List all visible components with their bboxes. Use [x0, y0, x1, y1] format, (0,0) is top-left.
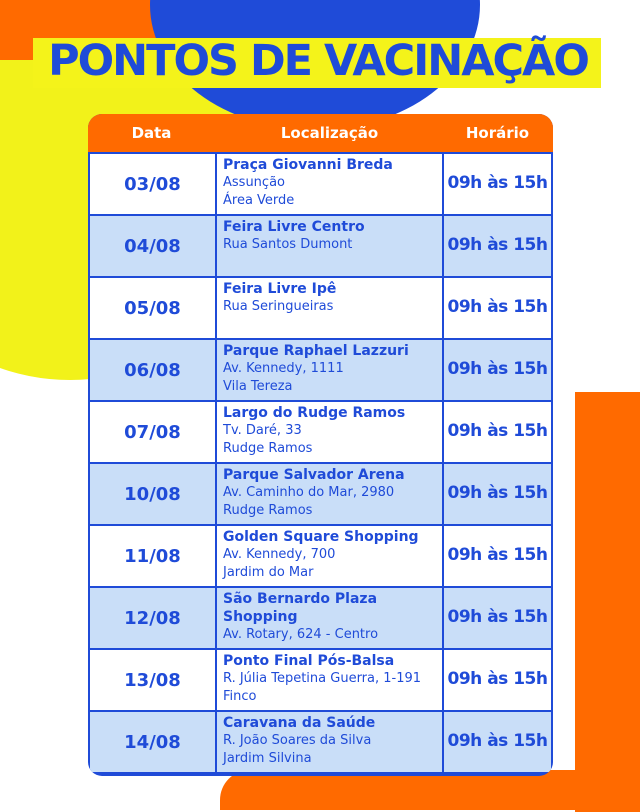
location-address-line: Finco — [223, 689, 257, 704]
location-address-line: Av. Kennedy, 700 — [223, 547, 336, 562]
time-text: 09h às 15h — [447, 607, 548, 627]
location-cell — [217, 340, 442, 400]
header-location: Localização — [280, 124, 379, 142]
date-text: 05/08 — [124, 298, 181, 319]
location-name: Praça Giovanni Breda — [223, 157, 393, 173]
location-name: Golden Square Shopping — [223, 529, 419, 545]
table-row — [88, 650, 553, 710]
time-text: 09h às 15h — [447, 669, 548, 689]
date-text: 06/08 — [124, 360, 181, 381]
table-row — [88, 588, 553, 648]
date-text: 14/08 — [124, 732, 181, 753]
location-cell — [217, 588, 442, 648]
date-cell — [90, 216, 215, 276]
location-cell — [217, 526, 442, 586]
schedule-table — [88, 114, 553, 776]
location-address-line: R. Júlia Tepetina Guerra, 1-191 — [223, 671, 422, 686]
time-text: 09h às 15h — [447, 359, 548, 379]
date-cell — [90, 650, 215, 710]
date-cell — [90, 712, 215, 772]
header-date: Data — [131, 124, 172, 142]
location-address-line: Área Verde — [223, 193, 295, 208]
date-cell — [90, 402, 215, 462]
time-text: 09h às 15h — [447, 545, 548, 565]
location-address-line: Rudge Ramos — [223, 441, 313, 456]
date-text: 03/08 — [124, 174, 181, 195]
date-text: 04/08 — [124, 236, 181, 257]
time-text: 09h às 15h — [447, 235, 548, 255]
location-cell — [217, 650, 442, 710]
time-text: 09h às 15h — [447, 297, 548, 317]
location-address-line: Rua Santos Dumont — [223, 237, 353, 252]
table-row — [88, 526, 553, 586]
location-address-line: Av. Rotary, 624 - Centro — [223, 627, 379, 642]
location-address-line: R. João Soares da Silva — [223, 733, 372, 748]
date-text: 12/08 — [124, 608, 181, 629]
time-cell — [444, 154, 551, 214]
time-cell — [444, 588, 551, 648]
table-row — [88, 340, 553, 400]
location-address-line: Jardim do Mar — [223, 565, 314, 580]
time-text: 09h às 15h — [447, 173, 548, 193]
table-row — [88, 216, 553, 276]
time-cell — [444, 464, 551, 524]
location-address-line: Vila Tereza — [223, 379, 293, 394]
location-cell — [217, 154, 442, 214]
table-row — [88, 464, 553, 524]
date-cell — [90, 278, 215, 338]
location-cell — [217, 278, 442, 338]
time-cell — [444, 278, 551, 338]
time-text: 09h às 15h — [447, 421, 548, 441]
location-name: Largo do Rudge Ramos — [223, 405, 406, 421]
date-text: 07/08 — [124, 422, 181, 443]
location-name: Parque Salvador Arena — [223, 467, 405, 483]
location-name: Feira Livre Ipê — [223, 281, 337, 297]
table-header — [88, 114, 553, 152]
date-cell — [90, 154, 215, 214]
table-row — [88, 278, 553, 338]
location-name: Ponto Final Pós-Balsa — [223, 653, 395, 669]
date-cell — [90, 588, 215, 648]
location-cell — [217, 464, 442, 524]
table-row — [88, 402, 553, 462]
orange-right-shape — [575, 392, 640, 812]
location-name: Feira Livre Centro — [223, 219, 365, 235]
time-cell — [444, 712, 551, 772]
date-cell — [90, 464, 215, 524]
date-text: 13/08 — [124, 670, 181, 691]
date-text: 10/08 — [124, 484, 181, 505]
page-title: PONTOS DE VACINAÇÃO — [48, 36, 588, 86]
location-name: Caravana da Saúde — [223, 715, 376, 731]
time-cell — [444, 216, 551, 276]
location-cell — [217, 712, 442, 772]
table-row — [88, 712, 553, 772]
time-cell — [444, 340, 551, 400]
location-address-line: Rua Seringueiras — [223, 299, 334, 314]
location-address-line: Rudge Ramos — [223, 503, 313, 518]
location-cell — [217, 216, 442, 276]
time-cell — [444, 526, 551, 586]
location-name: Parque Raphael Lazzuri — [223, 343, 409, 359]
location-address-line: Tv. Daré, 33 — [223, 423, 302, 438]
time-cell — [444, 650, 551, 710]
header-time: Horário — [465, 124, 530, 142]
date-text: 11/08 — [124, 546, 181, 567]
time-text: 09h às 15h — [447, 731, 548, 751]
date-cell — [90, 526, 215, 586]
location-cell — [217, 402, 442, 462]
orange-bottom-shape — [220, 770, 640, 810]
table-row — [88, 154, 553, 214]
date-cell — [90, 340, 215, 400]
location-address-line: Av. Kennedy, 1111 — [223, 361, 344, 376]
time-cell — [444, 402, 551, 462]
time-text: 09h às 15h — [447, 483, 548, 503]
location-address-line: Jardim Silvina — [223, 751, 312, 766]
location-address-line: Assunção — [223, 175, 285, 190]
location-address-line: Av. Caminho do Mar, 2980 — [223, 485, 395, 500]
location-name: São Bernardo Plaza Shopping — [223, 591, 378, 625]
